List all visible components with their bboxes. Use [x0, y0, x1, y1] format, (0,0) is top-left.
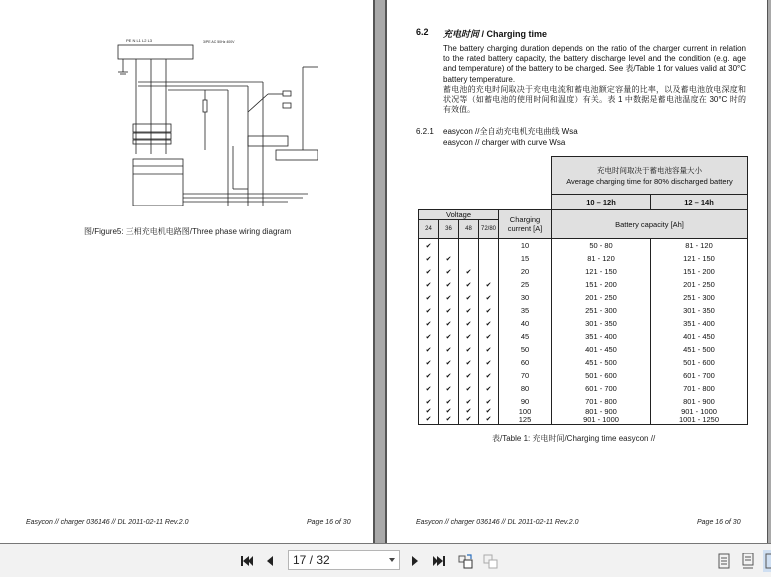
capacity-10-12h-cell: 701 - 800	[552, 395, 651, 408]
voltage-check-cell: ✔	[439, 343, 459, 356]
voltage-check-cell: ✔	[459, 416, 479, 425]
capacity-10-12h-cell: 801 - 900	[552, 408, 651, 416]
footer-doc-info: Easycon // charger 036146 // DL 2011-02-11 Rev.2.0	[26, 519, 189, 526]
charging-time-table	[418, 156, 748, 425]
facing-view-button[interactable]	[763, 550, 771, 572]
svg-text:3/PE AC 50Hz 400V: 3/PE AC 50Hz 400V	[203, 40, 235, 44]
voltage-check-cell: ✔	[439, 356, 459, 369]
wiring-diagram	[108, 34, 318, 206]
capacity-12-14h-cell: 201 - 250	[651, 278, 748, 291]
single-page-view-icon	[718, 553, 730, 569]
voltage-check-cell: ✔	[439, 252, 459, 265]
footer-page-number: Page 16 of 30	[307, 519, 351, 526]
voltage-check-cell: ✔	[439, 416, 459, 425]
voltage-check-cell: ✔	[419, 291, 439, 304]
voltage-check-cell: ✔	[439, 382, 459, 395]
capacity-10-12h-cell: 501 - 600	[552, 369, 651, 382]
voltage-check-cell: ✔	[479, 304, 499, 317]
capacity-12-14h-cell: 351 - 400	[651, 317, 748, 330]
voltage-check-cell: ✔	[419, 317, 439, 330]
voltage-check-cell: ✔	[439, 304, 459, 317]
voltage-check-cell: ✔	[419, 278, 439, 291]
voltage-check-cell: ✔	[459, 304, 479, 317]
voltage-check-cell	[439, 239, 459, 253]
table-row	[419, 278, 748, 291]
voltage-check-cell: ✔	[479, 356, 499, 369]
capacity-12-14h-cell: 301 - 350	[651, 304, 748, 317]
voltage-check-cell: ✔	[439, 369, 459, 382]
voltage-check-cell: ✔	[479, 416, 499, 425]
section-paragraph	[443, 44, 746, 115]
charging-current-cell: 15	[499, 252, 552, 265]
voltage-check-cell: ✔	[459, 330, 479, 343]
last-page-button[interactable]	[432, 553, 446, 569]
first-page-icon	[240, 554, 254, 568]
capacity-10-12h-cell: 201 - 250	[552, 291, 651, 304]
voltage-check-cell: ✔	[479, 291, 499, 304]
voltage-check-cell: ✔	[479, 278, 499, 291]
capacity-12-14h-cell: 401 - 450	[651, 330, 748, 343]
voltage-check-cell: ✔	[419, 343, 439, 356]
table-row	[419, 382, 748, 395]
voltage-check-cell: ✔	[439, 317, 459, 330]
subsection-line-1: easycon //全自动充电机充电曲线 Wsa	[443, 127, 578, 136]
voltage-check-cell: ✔	[479, 395, 499, 408]
single-page-view-button[interactable]	[717, 553, 731, 569]
voltage-check-cell	[459, 239, 479, 253]
section-title-en: / Charging time	[479, 29, 548, 39]
capacity-12-14h-cell: 501 - 600	[651, 356, 748, 369]
capacity-10-12h-cell: 50 - 80	[552, 239, 651, 253]
extract-page-button[interactable]	[482, 553, 500, 569]
voltage-check-cell: ✔	[459, 356, 479, 369]
capacity-12-14h-cell: 901 - 1000	[651, 408, 748, 416]
capacity-12-14h-cell: 601 - 700	[651, 369, 748, 382]
voltage-check-cell: ✔	[419, 252, 439, 265]
capacity-10-12h-cell: 901 - 1000	[552, 416, 651, 425]
voltage-check-cell: ✔	[459, 265, 479, 278]
svg-text:PE N L1 L2 L3: PE N L1 L2 L3	[126, 38, 153, 43]
voltage-check-cell: ✔	[419, 304, 439, 317]
capacity-12-14h-cell: 151 - 200	[651, 265, 748, 278]
charging-current-cell: 40	[499, 317, 552, 330]
voltage-check-cell: ✔	[459, 395, 479, 408]
extract-page-icon	[483, 553, 499, 569]
capacity-10-12h-cell: 351 - 400	[552, 330, 651, 343]
table-row	[419, 291, 748, 304]
capacity-10-12h-cell: 251 - 300	[552, 304, 651, 317]
capacity-10-12h-cell: 121 - 150	[552, 265, 651, 278]
table-row	[419, 239, 748, 253]
section-number: 6.2	[416, 27, 429, 37]
voltage-check-cell: ✔	[419, 382, 439, 395]
table-row	[419, 416, 748, 425]
voltage-36: 36	[439, 220, 459, 239]
capacity-10-12h-cell: 301 - 350	[552, 317, 651, 330]
capacity-12-14h-cell: 1001 - 1250	[651, 416, 748, 425]
capacity-12-14h-cell: 121 - 150	[651, 252, 748, 265]
charging-current-cell: 25	[499, 278, 552, 291]
voltage-check-cell: ✔	[439, 330, 459, 343]
subsection-number: 6.2.1	[416, 127, 434, 136]
voltage-check-cell: ✔	[459, 278, 479, 291]
section-title-zh: 充电时间	[443, 29, 480, 39]
time-col-2: 12 – 14h	[651, 195, 748, 210]
voltage-check-cell	[479, 265, 499, 278]
charging-current-cell: 90	[499, 395, 552, 408]
charging-current-cell: 60	[499, 356, 552, 369]
capacity-12-14h-cell: 451 - 500	[651, 343, 748, 356]
voltage-check-cell: ✔	[419, 395, 439, 408]
voltage-check-cell	[459, 252, 479, 265]
current-header: Charging current [A]	[499, 210, 552, 239]
voltage-check-cell: ✔	[419, 369, 439, 382]
section-title	[443, 27, 547, 40]
capacity-12-14h-cell: 801 - 900	[651, 395, 748, 408]
table-row	[419, 317, 748, 330]
charging-current-cell: 50	[499, 343, 552, 356]
voltage-check-cell: ✔	[419, 356, 439, 369]
voltage-check-cell: ✔	[479, 317, 499, 330]
voltage-check-cell: ✔	[459, 343, 479, 356]
right-page	[385, 0, 768, 543]
previous-page-button[interactable]	[265, 553, 275, 569]
voltage-check-cell: ✔	[479, 369, 499, 382]
voltage-check-cell: ✔	[419, 416, 439, 425]
voltage-48: 48	[459, 220, 479, 239]
subsection-line-2: easycon // charger with curve Wsa	[443, 138, 566, 147]
voltage-check-cell	[479, 239, 499, 253]
table-caption: 表/Table 1: 充电时间/Charging time easycon //	[492, 434, 656, 443]
navigation-toolbar	[0, 543, 771, 577]
footer-page-number: Page 16 of 30	[697, 519, 741, 526]
capacity-10-12h-cell: 401 - 450	[552, 343, 651, 356]
charging-current-cell: 45	[499, 330, 552, 343]
voltage-check-cell: ✔	[439, 278, 459, 291]
previous-page-icon	[266, 554, 274, 568]
charging-current-cell: 10	[499, 239, 552, 253]
voltage-check-cell	[479, 252, 499, 265]
rotate-page-icon	[458, 553, 474, 569]
voltage-check-cell: ✔	[439, 291, 459, 304]
left-page	[0, 0, 375, 543]
voltage-check-cell: ✔	[479, 408, 499, 416]
capacity-10-12h-cell: 151 - 200	[552, 278, 651, 291]
voltage-check-cell: ✔	[459, 408, 479, 416]
voltage-check-cell: ✔	[459, 317, 479, 330]
charging-current-cell: 125	[499, 416, 552, 425]
table-row	[419, 356, 748, 369]
paragraph-zh: 蓄电池的充电时间取决于充电电流和蓄电池额定容量的比率，以及蓄电池放电深度和状况等（如蓄电池的使用时间和温度）有关。表 1 中数据是蓄电池温度在 30°C 时的有效值。	[443, 84, 746, 115]
voltage-check-cell: ✔	[439, 408, 459, 416]
capacity-12-14h-cell: 701 - 800	[651, 382, 748, 395]
voltage-check-cell: ✔	[419, 330, 439, 343]
figure-caption: 图/Figure5: 三相充电机电路图/Three phase wiring diagram	[84, 227, 292, 236]
capacity-12-14h-cell: 251 - 300	[651, 291, 748, 304]
table-row	[419, 304, 748, 317]
page-number-dropdown[interactable]	[288, 550, 400, 570]
charging-current-cell: 80	[499, 382, 552, 395]
voltage-check-cell: ✔	[459, 291, 479, 304]
time-col-1: 10 – 12h	[552, 195, 651, 210]
voltage-check-cell: ✔	[419, 265, 439, 278]
charging-current-cell: 20	[499, 265, 552, 278]
footer-doc-info: Easycon // charger 036146 // DL 2011-02-11 Rev.2.0	[416, 519, 579, 526]
voltage-check-cell: ✔	[479, 382, 499, 395]
charging-current-cell: 30	[499, 291, 552, 304]
capacity-12-14h-cell: 81 - 120	[651, 239, 748, 253]
voltage-check-cell: ✔	[419, 408, 439, 416]
charging-current-cell: 35	[499, 304, 552, 317]
table-main-header: 充电时间取决于蓄电池容量大小 Average charging time for 80% discharged battery	[552, 157, 748, 195]
capacity-10-12h-cell: 601 - 700	[552, 382, 651, 395]
voltage-check-cell: ✔	[479, 330, 499, 343]
voltage-check-cell: ✔	[459, 369, 479, 382]
voltage-check-cell: ✔	[419, 239, 439, 253]
table-row	[419, 343, 748, 356]
next-page-icon	[411, 554, 419, 568]
voltage-header: Voltage	[419, 210, 499, 220]
continuous-view-button[interactable]	[741, 553, 755, 569]
rotate-page-button[interactable]	[457, 553, 475, 569]
table-row	[419, 265, 748, 278]
next-page-button[interactable]	[410, 553, 420, 569]
paragraph-en: The battery charging duration depends on the ratio of the charger current in relation to the rated battery capacity, the battery discharge level and the condition (e.g. age and temperature) of the battery to be charged. See 表/Table 1 for values valid at 30°C battery temperature.	[443, 44, 746, 84]
charging-current-cell: 70	[499, 369, 552, 382]
voltage-check-cell: ✔	[479, 343, 499, 356]
table-row	[419, 252, 748, 265]
capacity-header: Battery capacity [Ah]	[552, 210, 748, 239]
dropdown-arrow-icon	[389, 558, 395, 562]
continuous-view-icon	[742, 553, 754, 569]
last-page-icon	[432, 554, 446, 568]
capacity-10-12h-cell: 81 - 120	[552, 252, 651, 265]
page-indicator: 17 / 32	[293, 553, 330, 567]
charging-current-cell: 100	[499, 408, 552, 416]
first-page-button[interactable]	[240, 553, 254, 569]
voltage-check-cell: ✔	[439, 395, 459, 408]
voltage-check-cell: ✔	[439, 265, 459, 278]
voltage-72-80: 72/80	[479, 220, 499, 239]
voltage-24: 24	[419, 220, 439, 239]
voltage-check-cell: ✔	[459, 382, 479, 395]
facing-view-icon	[764, 553, 771, 569]
capacity-10-12h-cell: 451 - 500	[552, 356, 651, 369]
table-row	[419, 369, 748, 382]
table-row	[419, 330, 748, 343]
